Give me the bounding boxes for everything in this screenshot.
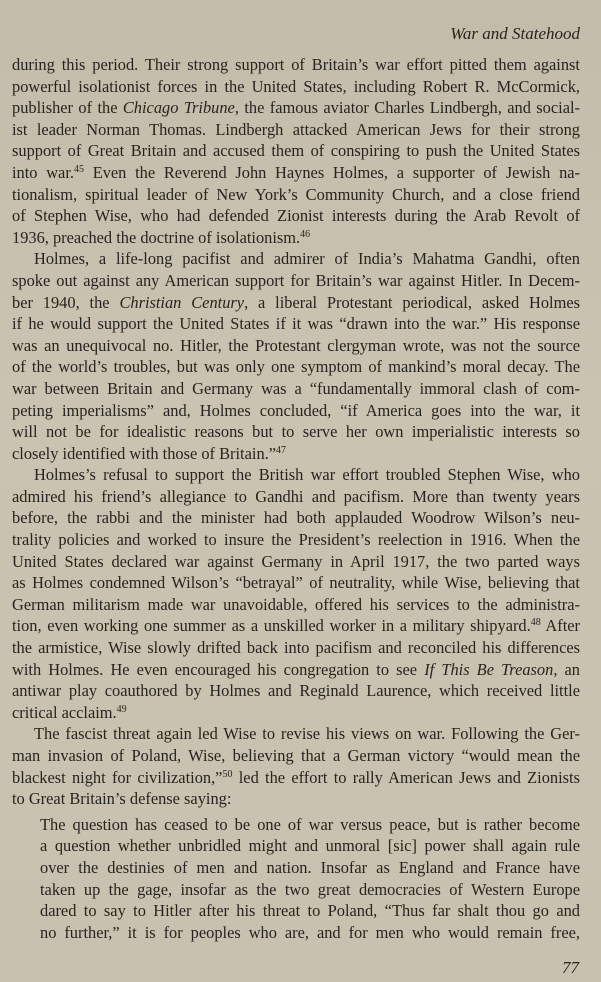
text-line bbox=[12, 443, 580, 465]
text-run: Even the Reverend John Haynes Holmes, a supporter of Jewish na- bbox=[83, 162, 580, 182]
text-run: war between Britain and Germany was a “fundamentally immoral clash of com- bbox=[12, 378, 580, 398]
text-line bbox=[12, 400, 580, 422]
text-line bbox=[12, 140, 580, 162]
text-run: publisher of the bbox=[12, 98, 123, 118]
text-run: 1936, preached the doctrine of isolationism. bbox=[12, 227, 301, 247]
text-run: After bbox=[540, 616, 580, 636]
footnote-ref: 49 bbox=[116, 703, 127, 715]
page-body bbox=[12, 54, 580, 943]
text-run: , a liberal Protestant periodical, asked Holmes bbox=[244, 292, 580, 312]
text-line bbox=[40, 857, 580, 879]
text-run: dared to say to Hitler after his threat to Poland, “Thus far shalt thou go and bbox=[40, 901, 580, 921]
text-run: peting imperialisms” and, Holmes concluded, “if America goes into the war, it bbox=[12, 400, 580, 420]
text-run: closely identified with those of Britain.” bbox=[12, 443, 277, 463]
text-run: as Holmes condemned Wilson’s “betrayal” of neutrality, while Wise, believing that bbox=[12, 573, 580, 593]
text-line bbox=[12, 356, 580, 378]
text-run: of Stephen Wise, who had defended Zionist interests during the Arab Revolt of bbox=[12, 206, 580, 226]
text-run: a question whether unbridled might and unmoral [sic] power shall again rule bbox=[40, 836, 580, 856]
text-run: , an bbox=[553, 659, 580, 679]
text-run: the armistice, Wise slowly drifted back into pacifism and reconciled his differences bbox=[12, 638, 580, 658]
text-run: taken up the gage, insofar as the two great democracies of Western Europe bbox=[40, 879, 580, 899]
text-line bbox=[12, 248, 580, 270]
text-run: critical acclaim. bbox=[12, 702, 117, 722]
block-quote bbox=[12, 814, 580, 944]
footnote-ref: 50 bbox=[222, 768, 233, 780]
footnote-ref: 47 bbox=[276, 444, 287, 456]
text-run: powerful isolationist forces in the United States, including Robert R. McCormick, bbox=[12, 76, 580, 96]
text-line bbox=[12, 464, 580, 486]
text-line bbox=[12, 551, 580, 573]
text-line bbox=[12, 335, 580, 357]
text-run: Holmes, a life-long pacifist and admirer of India’s Mahatma Gandhi, often bbox=[34, 249, 580, 269]
text-run: with Holmes. He even encouraged his congregation to see bbox=[12, 659, 425, 679]
text-run: into war. bbox=[12, 162, 74, 182]
text-run: The question has ceased to be one of war versus peace, but is rather become bbox=[40, 814, 580, 834]
paragraph bbox=[12, 723, 580, 809]
text-line bbox=[12, 184, 580, 206]
text-run: German militarism made war unavoidable, offered his services to the administra- bbox=[12, 594, 580, 614]
text-line bbox=[40, 879, 580, 901]
text-run: no further,” it is for peoples who are, and for men who would remain free, bbox=[40, 922, 580, 942]
running-header: War and Statehood bbox=[450, 24, 580, 43]
text-line bbox=[12, 788, 580, 810]
text-line bbox=[12, 205, 580, 227]
text-line bbox=[12, 313, 580, 335]
text-line bbox=[12, 723, 580, 745]
text-run: Holmes’s refusal to support the British war effort troubled Stephen Wise, who bbox=[34, 465, 580, 485]
text-line bbox=[40, 922, 580, 944]
text-run: tion, even working one summer as a unskilled worker in a military shipyard. bbox=[12, 616, 531, 636]
text-run: to Great Britain’s defense saying: bbox=[12, 789, 232, 809]
text-run: ist leader Norman Thomas. Lindbergh attacked American Jews for their strong bbox=[12, 119, 580, 139]
text-run: was an unequivocal no. Hitler, the Protestant clergyman wrote, was not the source bbox=[12, 335, 580, 355]
italic-title: Chicago Tribune bbox=[122, 98, 235, 118]
footnote-ref: 48 bbox=[530, 617, 541, 629]
text-run: during this period. Their strong support of Britain’s war effort pitted them against bbox=[12, 55, 580, 74]
text-line bbox=[40, 900, 580, 922]
text-line bbox=[40, 835, 580, 857]
page-number: 77 bbox=[562, 958, 579, 977]
text-line bbox=[12, 680, 580, 702]
text-run: support of Great Britain and accused them of conspiring to push the United States bbox=[12, 141, 580, 161]
text-line bbox=[12, 119, 580, 141]
text-run: trality policies and worked to insure the President’s reelection in 1916. When the bbox=[12, 530, 580, 550]
paragraph bbox=[12, 464, 580, 723]
text-run: admired his friend’s allegiance to Gandhi and pacifism. More than twenty years bbox=[12, 486, 580, 506]
text-line bbox=[12, 594, 580, 616]
text-line bbox=[12, 227, 580, 249]
text-run: man invasion of Poland, Wise, believing that a German victory “would mean the bbox=[12, 746, 580, 765]
paragraphs bbox=[12, 54, 580, 810]
text-run: if he would support the United States if it was “drawn into the war.” His response bbox=[12, 314, 580, 334]
text-line bbox=[12, 615, 580, 637]
paragraph bbox=[12, 54, 580, 248]
text-run: antiwar play coauthored by Holmes and Reginald Laurence, which received little bbox=[12, 681, 580, 701]
text-line bbox=[40, 814, 580, 836]
text-line bbox=[12, 507, 580, 529]
text-run: will not be for idealistic reasons but to serve her own imperialistic interests so bbox=[12, 422, 580, 442]
text-run: United States declared war against Germany in April 1917, the two parted ways bbox=[12, 551, 580, 571]
text-run: , the famous aviator Charles Lindbergh, and social- bbox=[234, 98, 580, 118]
text-line bbox=[12, 529, 580, 551]
text-line bbox=[12, 421, 580, 443]
text-line bbox=[12, 54, 580, 76]
footnote-ref: 45 bbox=[73, 163, 84, 175]
text-run: ber 1940, the bbox=[12, 292, 120, 312]
footnote-ref: 46 bbox=[300, 228, 311, 240]
text-run: blackest night for civilization,” bbox=[12, 767, 223, 787]
text-line bbox=[12, 97, 580, 119]
italic-title: Christian Century bbox=[119, 292, 245, 312]
text-line bbox=[12, 378, 580, 400]
text-line bbox=[12, 767, 580, 789]
text-run: led the effort to rally American Jews and Zionists bbox=[232, 767, 580, 787]
text-run: over the destinies of men and nation. Insofar as England and France have bbox=[40, 857, 580, 877]
italic-title: If This Be Treason bbox=[424, 659, 554, 679]
text-line bbox=[12, 486, 580, 508]
text-line bbox=[12, 270, 580, 292]
text-line bbox=[12, 292, 580, 314]
text-line bbox=[12, 637, 580, 659]
text-run: of the world’s troubles, but was only one symptom of mankind’s moral decay. The bbox=[12, 357, 580, 377]
text-line bbox=[12, 659, 580, 681]
text-run: The fascist threat again led Wise to revise his views on war. Following the Ger- bbox=[34, 724, 580, 744]
paragraph bbox=[12, 248, 580, 464]
text-run: before, the rabbi and the minister had both applauded Woodrow Wilson’s neu- bbox=[12, 508, 580, 528]
text-line bbox=[12, 745, 580, 767]
text-line bbox=[12, 702, 580, 724]
text-line bbox=[12, 572, 580, 594]
text-line bbox=[12, 76, 580, 98]
text-run: tionalism, spiritual leader of New York’s Community Church, and a close friend bbox=[12, 184, 580, 204]
text-run: spoke out against any American support for Britain’s war against Hitler. In Decem- bbox=[12, 270, 580, 290]
text-line bbox=[12, 162, 580, 184]
